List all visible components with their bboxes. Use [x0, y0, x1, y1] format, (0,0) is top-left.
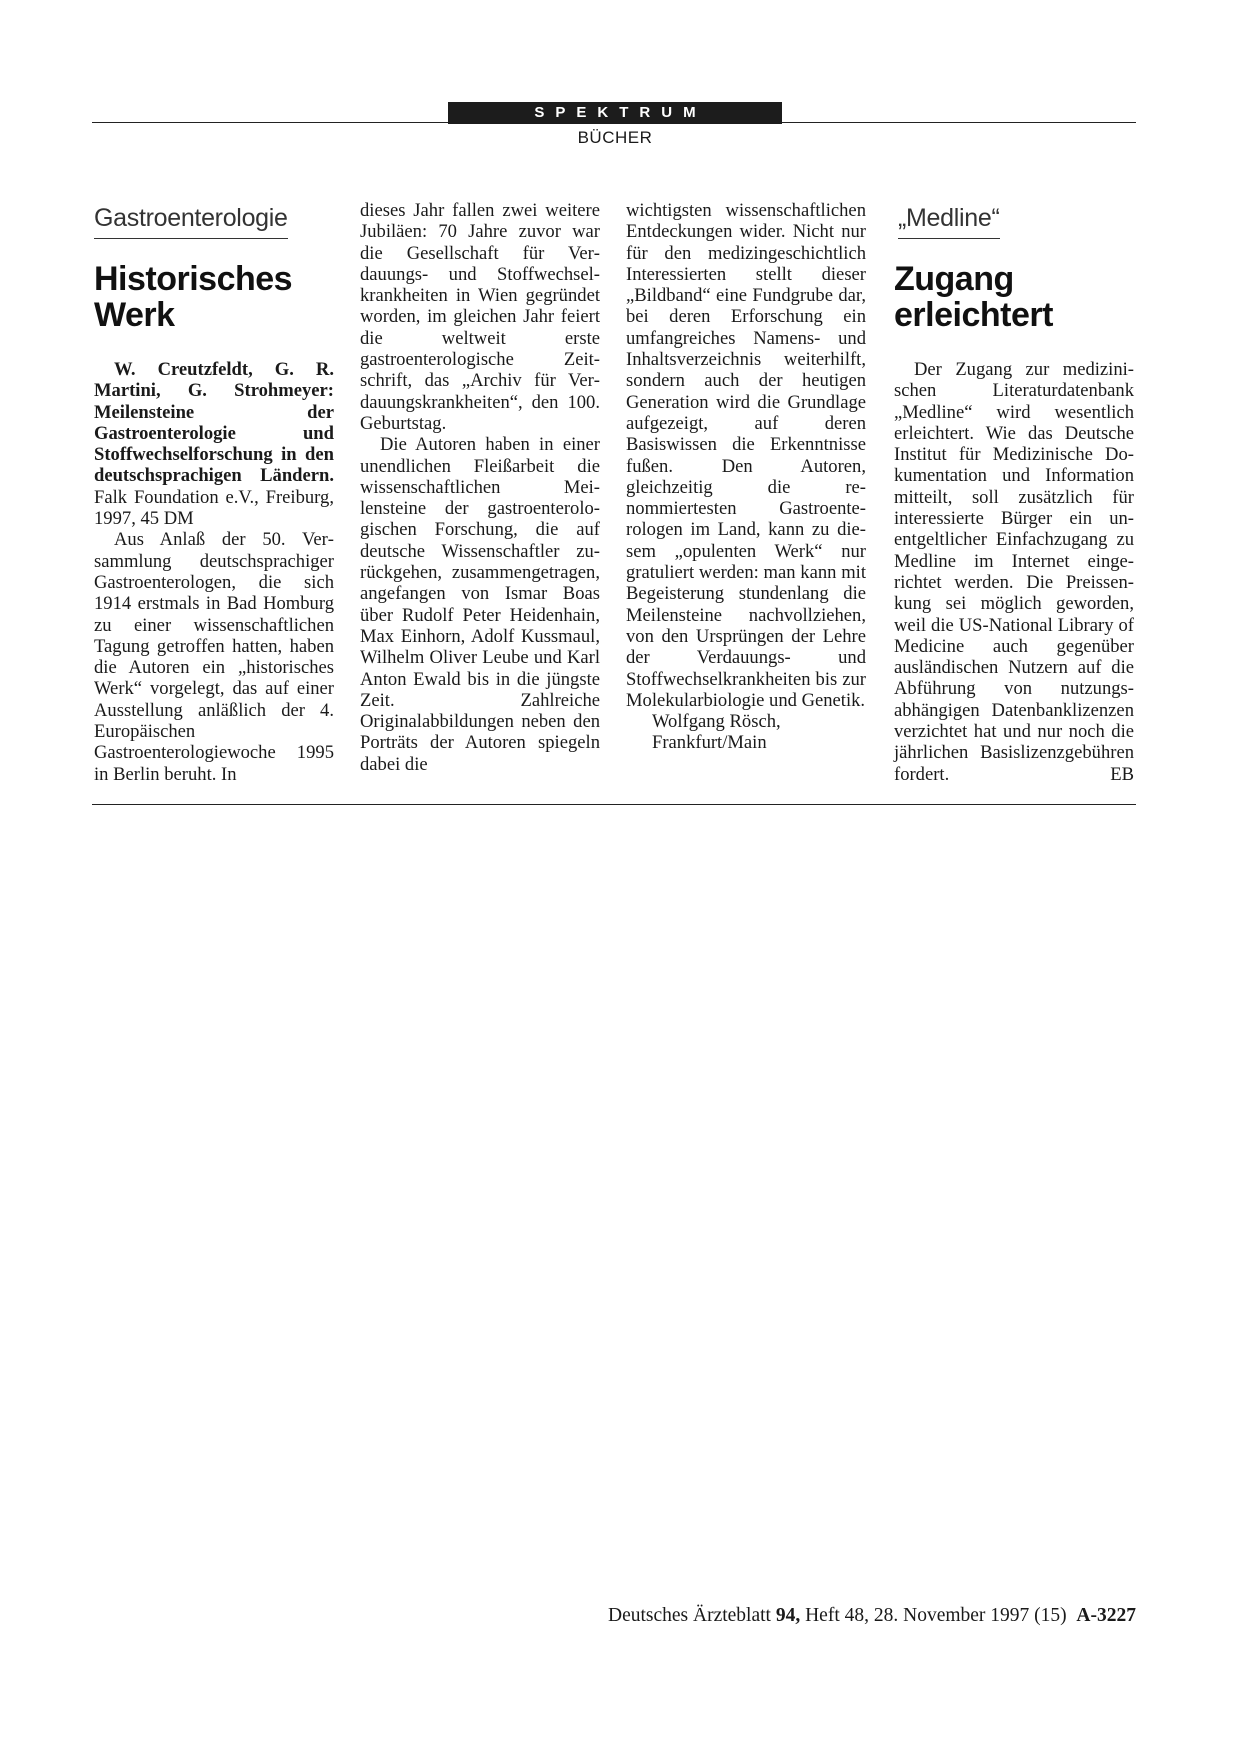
- article1-paragraph-1b: dieses Jahr fallen zwei weitere Jubiläen: 70 Jahre zuvor war die Gesellschaft für Verdauungs- und Stoffwechselkrankheiten in Wien gegründet worden, im gleichen Jahr feiert die weltweit erste gastroenterologische Zeitschrift, das „Archiv für Verdauungskrankheiten“, den 100. Geburtstag.: [360, 200, 600, 434]
- page-footer: [608, 1605, 1136, 1627]
- book-citation: [94, 359, 334, 529]
- book-authors: W. Creutzfeldt, G. R. Martini, G. Strohmeyer:: [94, 359, 334, 402]
- page-number: A-3227: [1076, 1605, 1136, 1626]
- journal-issue: Heft 48, 28. November 1997 (15): [805, 1605, 1067, 1626]
- article2-headline-line1: Zugang: [894, 260, 1014, 298]
- article2-headline: [894, 261, 1134, 333]
- column-3: [626, 200, 866, 754]
- column-1: [94, 200, 334, 785]
- article2-kicker: „Medline“: [898, 204, 1000, 239]
- book-title: Meilensteine der Gastroenterologie und Stoffwechselforschung in den deutschsprachigen Ländern.: [94, 401, 334, 487]
- book-publisher: Falk Foundation e.V., Freiburg, 1997, 45 DM: [94, 486, 334, 530]
- article1-paragraph-1a: Aus Anlaß der 50. Versammlung deutschsprachiger Gastroenterologen, die sich 1914 erstmals in Bad Homburg zu einer wissenschaftlichen Tagung getroffen hatten, haben die Autoren ein „historisches Werk“ vorgelegt, das auf einer Ausstellung anläßlich der 4. Europäischen Gastroenterologiewoche 1995 in Berlin beruht. In: [94, 529, 334, 785]
- article2-headline-line2: erleichtert: [894, 296, 1053, 334]
- signature-name: Wolfgang Rösch,: [652, 711, 781, 733]
- article1-headline-line1: Historisches: [94, 260, 293, 298]
- article1-paragraph-2b: wichtigsten wissenschaftlichen Entdeckungen wider. Nicht nur für den medizingeschichtlich Interessierten stellt dieser „Bildband“ eine Fundgrube dar, bei deren Erforschung ein umfangreiches Namens- und Inhaltsverzeichnis weiterhilft, sondern auch der heutigen Generation wird die Grundlage aufgezeigt, auf deren Basiswissen die Erkenntnisse fußen. Den Autoren, gleichzeitig die renommiertesten Gastroenterologen im Land, kann zu diesem „opulenten Werk“ nur gratuliert werden: man kann mit Begeisterung stundenlang die Meilensteine nachvollziehen, von den Ursprüngen der Lehre der Verdauungs- und Stoffwechselkrankheiten bis zur Molekularbiologie und Genetik.: [626, 200, 866, 711]
- signature-place: Frankfurt/Main: [652, 732, 767, 754]
- article1-paragraph-2a: Die Autoren haben in einer unendlichen Fleißarbeit die wissenschaftlichen Meilensteine der gastroenterologischen Forschung, die auf deutsche Wissenschaftler zurückgehen, zusammengetragen, angefangen von Ismar Boas über Rudolf Peter Heidenhain, Max Einhorn, Adolf Kussmaul, Wilhelm Oliver Leube und Karl Anton Ewald bis in die jüngste Zeit. Zahlreiche Originalabbildungen neben den Porträts der Autoren spiegeln dabei die: [360, 434, 600, 775]
- column-2: [360, 200, 600, 775]
- subsection-label: BÜCHER: [577, 128, 653, 147]
- article1-headline-line2: Werk: [94, 296, 175, 334]
- article1-kicker: Gastroenterologie: [94, 204, 288, 239]
- section-label: SPEKTRUM: [448, 102, 782, 124]
- article2-body: [894, 359, 1134, 785]
- footer-rule: [92, 804, 1136, 805]
- article2-body-text: Der Zugang zur medizinischen Literaturdatenbank „Medline“ wird wesentlich erleichtert. Wie das Deutsche Institut für Medizinische Dokumentation und Information mitteilt, soll zusätzlich für interessierte Bürger ein unentgeltlicher Einfachzugang zu Medline im Internet eingerichtet werden. Die Preissenkung sei möglich geworden, weil die US-National Library of Medicine auch gegenüber ausländischen Nutzern auf die Abführung von nutzungsabhängigen Datenbanklizenzen verzichtet hat und nur noch die jährlichen Basislizenzgebühren fordert.: [894, 359, 1134, 785]
- article1-headline: [94, 261, 334, 333]
- journal-name: Deutsches Ärzteblatt: [607, 1605, 771, 1626]
- article2-initials: EB: [1110, 763, 1134, 785]
- journal-volume: 94,: [775, 1605, 801, 1626]
- column-4: [894, 200, 1134, 785]
